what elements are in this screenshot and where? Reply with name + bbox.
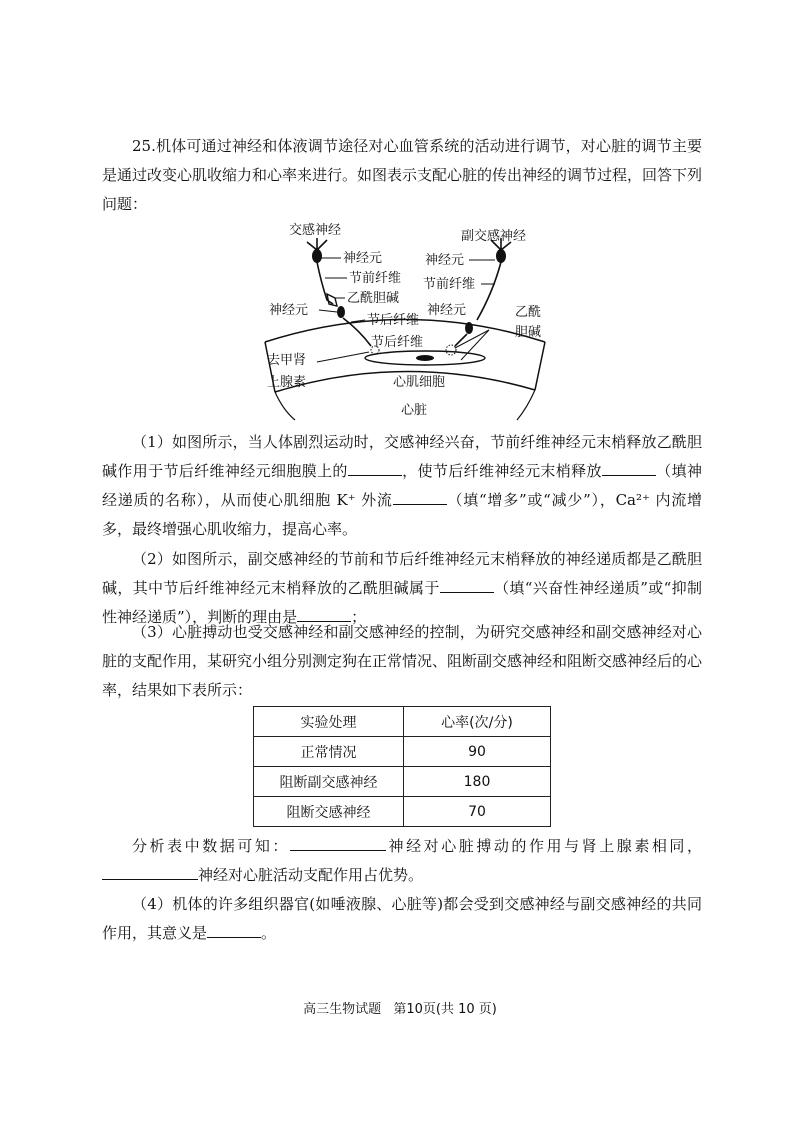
- q2-text-a: （2）如图所示，副交感神经的节前和节后纤维神经元末梢释放的神经递质都是乙酰胆碱，其中节后纤维神经元末梢释放的乙酰胆碱属于: [102, 550, 702, 597]
- header-treatment: 实验处理: [254, 707, 404, 737]
- label-neuron-b: 神经元: [269, 303, 309, 318]
- cell-rate: 180: [404, 767, 551, 797]
- pointer-ach-b1: [455, 330, 489, 348]
- label-norepinephrine-1: 去甲肾: [267, 353, 307, 368]
- sympathetic-soma-2: [337, 306, 345, 318]
- acetylcholine-vesicles: [446, 345, 456, 355]
- heart-outline-left: [275, 392, 295, 420]
- table-row: [254, 797, 551, 827]
- q4-text-b: 。: [261, 924, 277, 942]
- question-intro-text: 25.机体可通过神经和体液调节途径对心血管系统的活动进行调节，对心脏的调节主要是通过改变心肌收缩力和心率来进行。如图表示支配心脏的传出神经的调节过程，回答下列问题：: [102, 137, 703, 213]
- question-3: [102, 618, 702, 705]
- label-cardiomyocyte: 心肌细胞: [393, 375, 446, 390]
- pointer-ach-b2: [461, 330, 489, 360]
- table-row: [254, 767, 551, 797]
- pointer-neuron-b: [319, 310, 337, 312]
- question-4: [102, 890, 702, 948]
- label-acetylcholine-b1: 乙酰: [515, 305, 542, 320]
- analysis-text-b: 神经对心脏搏动的作用与肾上腺素相同，: [386, 837, 702, 855]
- label-norepinephrine-2: 上腺素: [267, 375, 307, 390]
- label-sympathetic: 交感神经: [289, 223, 342, 238]
- q1-text-a: （1）如图所示，当人体剧烈运动时，交感神经兴奋，节前纤维神经元末梢释放乙酰胆碱作用于节后纤维神经元细胞膜上的: [102, 433, 702, 480]
- answer-blank-6[interactable]: [290, 836, 386, 851]
- q3-text-a: （3）心脏搏动也受交感神经和副交感神经的控制，为研究交感神经和副交感神经对心脏的支配作用，某研究小组分别测定狗在正常情况、阻断副交感神经和阻断交感神经后的心率，结果如下表所示：: [102, 623, 703, 699]
- q4-text-a: （4）机体的许多组织器官(如唾液腺、心脏等)都会受到交感神经与副交感神经的共同作用，其意义是: [102, 895, 702, 942]
- cell-treatment: 阻断交感神经: [254, 797, 404, 827]
- heart-wall-right: [535, 342, 545, 390]
- pointer-norepinephrine: [317, 352, 369, 362]
- q2-text-b: （填“兴奋性神经递质”或“抑制性神经递质”），判断的理由是: [102, 579, 702, 626]
- question-1: [102, 428, 702, 544]
- question-intro: [102, 132, 702, 219]
- sympathetic-preganglionic: [317, 262, 333, 304]
- q2-text-c: ；: [351, 608, 367, 626]
- footer-subject: 高三生物试题: [303, 1002, 382, 1017]
- label-acetylcholine-b2: 胆碱: [515, 325, 542, 340]
- analysis-text-c: 神经对心脏活动支配作用占优势。: [198, 866, 424, 884]
- q1-text-b: ，使节后纤维神经元末梢释放: [401, 462, 602, 480]
- page-footer: [0, 998, 800, 1017]
- label-acetylcholine-a: 乙酰胆碱: [347, 291, 400, 306]
- label-neuron-c: 神经元: [425, 253, 465, 268]
- cell-treatment: 阻断副交感神经: [254, 767, 404, 797]
- answer-blank-7[interactable]: [102, 865, 198, 880]
- label-neuron-d: 神经元: [427, 303, 467, 318]
- nerve-heart-diagram: [255, 212, 555, 424]
- cardiomyocyte-nucleus: [416, 355, 434, 361]
- label-neuron-a: 神经元: [343, 251, 383, 266]
- answer-blank-1[interactable]: [348, 461, 402, 476]
- answer-blank-3[interactable]: [393, 490, 447, 505]
- analysis-text-a: 分析表中数据可知：: [132, 837, 290, 855]
- footer-page-number: 第10页(共 10 页): [393, 1002, 497, 1017]
- parasympathetic-postganglionic: [455, 334, 467, 346]
- sympathetic-synapse: [327, 294, 337, 306]
- label-parasympathetic: 副交感神经: [461, 229, 527, 244]
- label-preganglionic-a: 节前纤维: [349, 271, 402, 286]
- parasympathetic-soma-2: [465, 322, 473, 334]
- heart-outline-right: [517, 390, 535, 420]
- label-heart: 心脏: [401, 403, 428, 418]
- cell-rate: 70: [404, 797, 551, 827]
- q1-text-c: （填神经递质的名称），从而使心肌细胞 K⁺ 外流: [102, 462, 702, 509]
- label-postganglionic-a: 节后纤维: [367, 313, 420, 328]
- cell-treatment: 正常情况: [254, 737, 404, 767]
- cell-rate: 90: [404, 737, 551, 767]
- answer-blank-8[interactable]: [207, 923, 261, 938]
- table-header-row: [254, 707, 551, 737]
- sympathetic-soma-1: [312, 249, 322, 263]
- analysis-paragraph: [102, 832, 702, 890]
- header-heart-rate: 心率(次/分): [404, 707, 551, 737]
- label-postganglionic-b: 节后纤维: [371, 335, 424, 350]
- q1-text-d: （填“增多”或“减少”），Ca²⁺ 内流增多，最终增强心肌收缩力，提高心率。: [102, 491, 702, 538]
- table-row: [254, 737, 551, 767]
- parasympathetic-preganglionic: [477, 262, 501, 320]
- label-preganglionic-b: 节前纤维: [423, 277, 476, 292]
- heart-rate-table: [253, 706, 551, 827]
- answer-blank-4[interactable]: [440, 578, 494, 593]
- answer-blank-2[interactable]: [602, 461, 656, 476]
- parasympathetic-soma-1: [496, 249, 506, 263]
